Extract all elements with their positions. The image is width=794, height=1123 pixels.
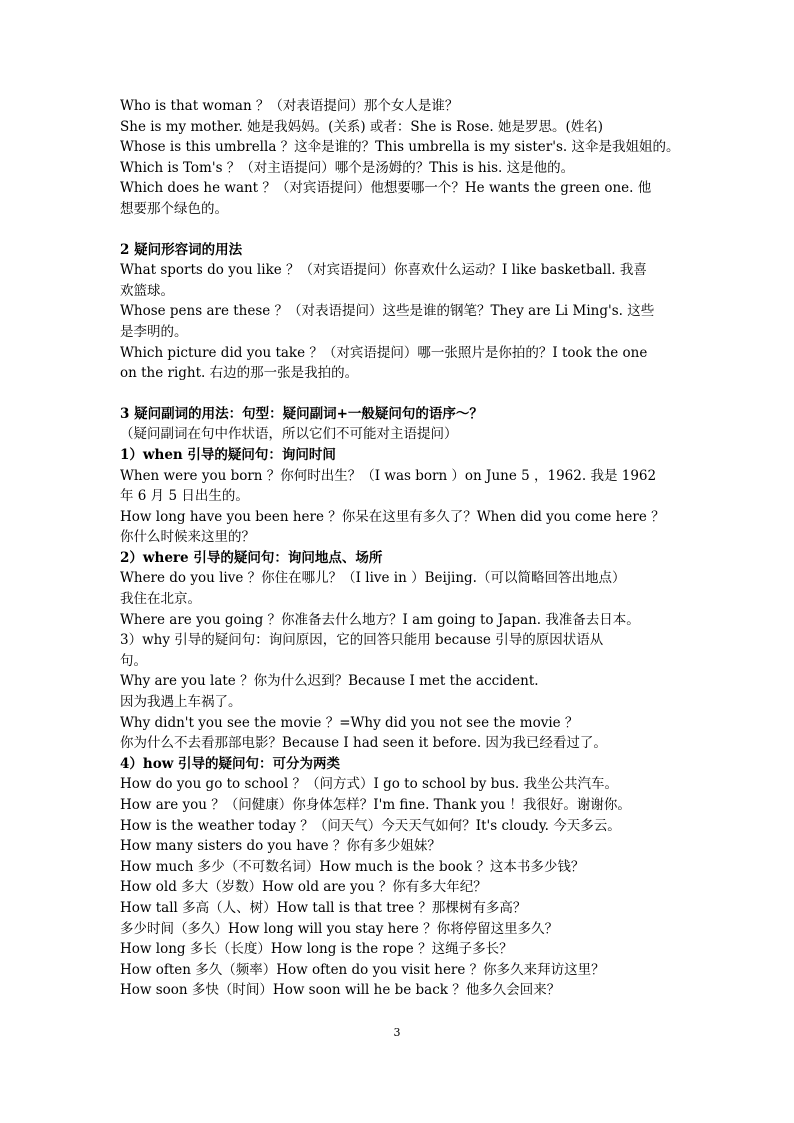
text-line: 4）how 引导的疑问句：可分为两类: [120, 755, 341, 772]
text-line: How are you ？（问健康）你身体怎样？I'm fine. Thank you ！我很好。谢谢你。: [120, 797, 631, 813]
text-line: 1）when 引导的疑问句：询问时间: [120, 446, 336, 463]
text-line: How many sisters do you have ？你有多少姐妹？: [120, 838, 441, 855]
text-line: How often 多久（频率）How often do you visit here ？你多久来拜访这里？: [120, 961, 605, 978]
text-line: How is the weather today ？（问天气）今天天气如何？It's cloudy. 今天多云。: [120, 817, 621, 834]
text-line: Which does he want ？（对宾语提问）他想要哪一个？He wants the green one. 他: [120, 180, 652, 197]
text-line: 是李明的。: [120, 323, 188, 340]
example-sentence: [120, 178, 680, 219]
section-heading: [120, 754, 680, 775]
text-line: What sports do you like ？（对宾语提问）你喜欢什么运动？I like basketball. 我喜: [120, 262, 647, 279]
example-sentence: [120, 919, 680, 940]
example-sentence: [120, 898, 680, 919]
text-line: 2 疑问形容词的用法: [120, 241, 243, 258]
text-line: 你为什么不去看那部电影？Because I had seen it before. 因为我已经看过了。: [120, 735, 607, 752]
document-body: [120, 96, 680, 1001]
text-line: 多少时间（多久）How long will you stay here ？你将停留这里多久？: [120, 920, 559, 937]
section-heading: [120, 404, 680, 425]
text-line: Whose is this umbrella ？这伞是谁的？This umbrella is my sister's. 这伞是我姐姐的。: [120, 139, 680, 156]
text-line: How do you go to school ？（问方式）I go to school by bus. 我坐公共汽车。: [120, 776, 618, 793]
text-line: 想要那个绿色的。: [120, 200, 228, 217]
example-sentence: [120, 836, 680, 857]
text-line: 句。: [120, 652, 147, 669]
text-line: Which picture did you take ？（对宾语提问）哪一张照片是你拍的？I took the one: [120, 344, 648, 361]
example-sentence: [120, 980, 680, 1001]
text-line: Which is Tom's ？（对主语提问）哪个是汤姆的？This is his. 这是他的。: [120, 159, 575, 176]
example-sentence: [120, 568, 680, 609]
example-sentence: [120, 795, 680, 816]
text-line: How tall 多高（人、树）How tall is that tree ？那棵树有多高？: [120, 899, 527, 916]
text-line: Where do you live ？你住在哪儿？（I live in ）Beijing.（可以简略回答出地点）: [120, 570, 626, 587]
example-sentence: [120, 939, 680, 960]
example-sentence: [120, 630, 680, 671]
text-line: 3 疑问副词的用法：句型：疑问副词+一般疑问句的语序～？: [120, 405, 483, 422]
text-line: How soon 多快（时间）How soon will he be back ？他多久会回来？: [120, 982, 561, 999]
text-line: 我住在北京。: [120, 591, 201, 608]
text-line: When were you born ？你何时出生？（I was born ）on June 5 ，1962. 我是 1962: [120, 467, 657, 484]
example-sentence: [120, 774, 680, 795]
example-sentence: [120, 816, 680, 837]
text-line: How long 多长（长度）How long is the rope ？这绳子多长？: [120, 941, 513, 958]
example-sentence: [120, 877, 680, 898]
text-line: Why didn't you see the movie ？=Why did you not see the movie ？: [120, 714, 579, 731]
example-sentence: [120, 671, 680, 712]
example-sentence: [120, 158, 680, 179]
example-sentence: [120, 507, 680, 548]
text-line: How much 多少（不可数名词）How much is the book ？这本书多少钱？: [120, 858, 585, 875]
example-sentence: [120, 713, 680, 754]
page-number: 3: [393, 1026, 401, 1039]
blank-line: [120, 220, 680, 240]
example-sentence: [120, 857, 680, 878]
text-line: （疑问副词在句中作状语，所以它们不可能对主语提问）: [120, 426, 458, 443]
example-sentence: [120, 343, 680, 384]
text-line: 因为我遇上车祸了。: [120, 694, 242, 711]
example-sentence: [120, 610, 680, 631]
section-heading: [120, 240, 680, 261]
example-sentence: [120, 260, 680, 301]
text-line: 欢篮球。: [120, 282, 174, 299]
text-line: 3）why 引导的疑问句：询问原因，它的回答只能用 because 引导的原因状语从: [120, 632, 604, 649]
blank-line: [120, 384, 680, 404]
example-sentence: [120, 117, 680, 138]
text-line: Where are you going ？你准备去什么地方？I am going to Japan. 我准备去日本。: [120, 611, 640, 628]
example-sentence: [120, 960, 680, 981]
example-sentence: [120, 137, 680, 158]
example-sentence: [120, 424, 680, 445]
example-sentence: [120, 466, 680, 507]
example-sentence: [120, 301, 680, 342]
section-heading: [120, 548, 680, 569]
text-line: 年 6 月 5 日出生的。: [120, 488, 249, 505]
text-line: Why are you late ？你为什么迟到？Because I met the accident.: [120, 673, 539, 690]
example-sentence: [120, 96, 680, 117]
text-line: Whose pens are these ？（对表语提问）这些是谁的钢笔？They are Li Ming's. 这些: [120, 303, 655, 320]
section-heading: [120, 445, 680, 466]
text-line: How long have you been here ？你呆在这里有多久了？When did you come here ？: [120, 508, 665, 525]
text-line: She is my mother. 她是我妈妈。(关系) 或者：She is Rose. 她是罗思。(姓名): [120, 118, 603, 135]
text-line: How old 多大（岁数）How old are you ？你有多大年纪？: [120, 879, 487, 896]
text-line: 2）where 引导的疑问句：询问地点、场所: [120, 549, 383, 566]
text-line: on the right. 右边的那一张是我拍的。: [120, 365, 359, 382]
text-line: 你什么时候来这里的？: [120, 529, 255, 546]
text-line: Who is that woman ？（对表语提问）那个女人是谁？: [120, 98, 459, 114]
